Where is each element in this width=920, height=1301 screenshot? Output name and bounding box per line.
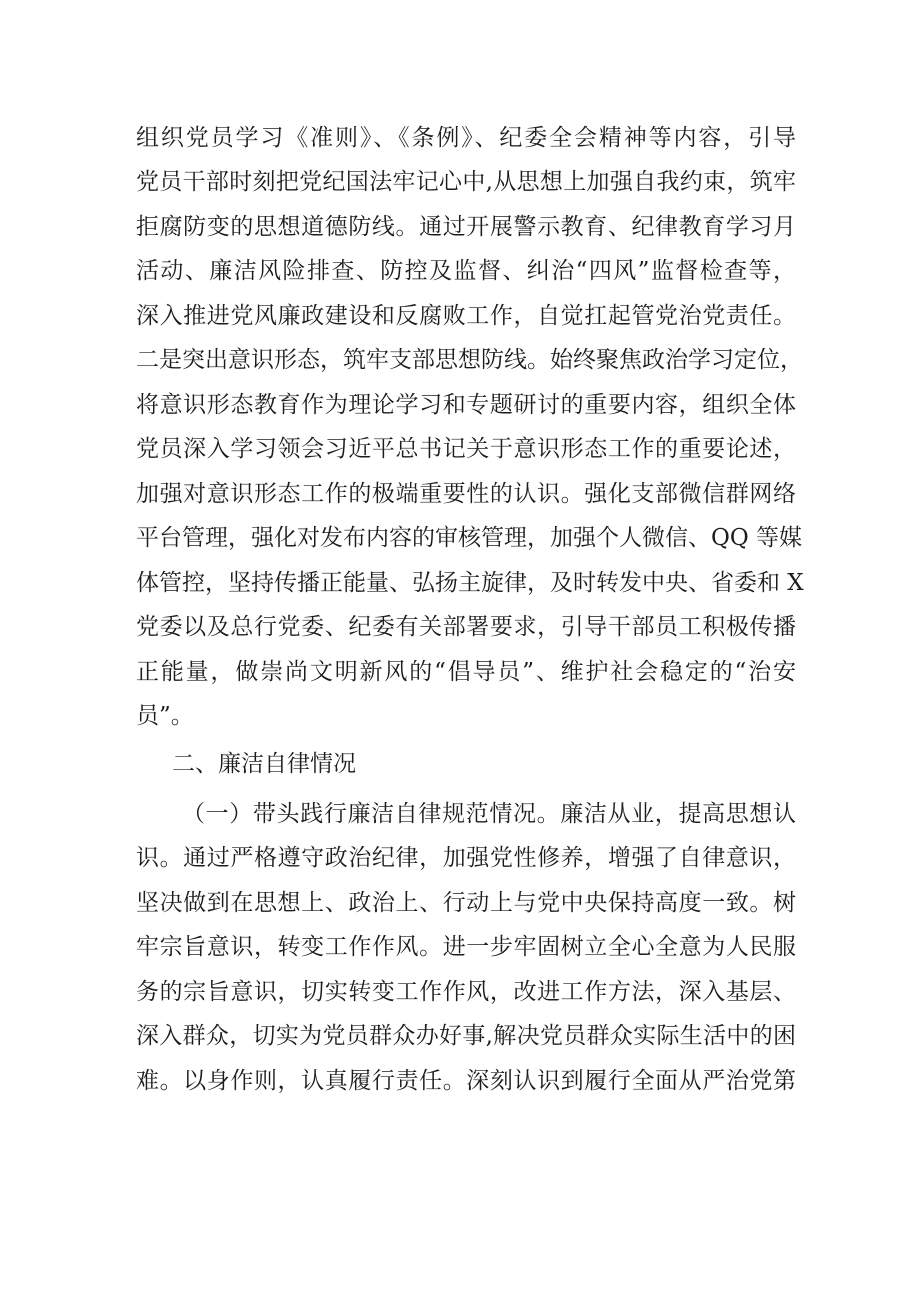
paragraph-line-5: 深入推进党风廉政建设和反腐败工作，自觉扛起管党治党责任。 (136, 303, 796, 329)
paragraph-line-20: 务的宗旨意识，切实转变工作作风，改进工作方法，深入基层、 (136, 979, 796, 1005)
paragraph-line-10: 平台管理，强化对发布内容的审核管理，加强个人微信、QQ 等媒 (136, 525, 803, 551)
paragraph-line-6: 二是突出意识形态，筑牢支部思想防线。始终聚焦政治学习定位， (136, 347, 803, 373)
paragraph-line-12: 党委以及总行党委、纪委有关部署要求，引导干部员工积极传播 (136, 614, 796, 640)
paragraph-line-14: 员”。 (136, 703, 194, 729)
paragraph-line-22: 难。以身作则，认真履行责任。深刻认识到履行全面从严治党第 (136, 1068, 796, 1094)
paragraph-line-2: 党员干部时刻把党纪国法牢记心中,从思想上加强自我约束，筑牢 (136, 169, 796, 195)
paragraph-line-8: 党员深入学习领会习近平总书记关于意识形态工作的重要论述， (136, 436, 796, 462)
paragraph-line-19: 牢宗旨意识，转变工作作风。进一步牢固树立全心全意为人民服 (136, 934, 796, 960)
section-heading: 二、廉洁自律情况 (172, 751, 356, 777)
paragraph-line-3: 拒腐防变的思想道德防线。通过开展警示教育、纪律教育学习月 (136, 214, 796, 240)
paragraph-line-18: 坚决做到在思想上、政治上、行动上与党中央保持高度一致。树 (136, 890, 796, 916)
paragraph-line-16: （一）带头践行廉洁自律规范情况。廉洁从业，提高思想认 (182, 801, 796, 827)
paragraph-line-21: 深入群众，切实为党员群众办好事,解决党员群众实际生活中的困 (136, 1023, 796, 1049)
paragraph-line-1: 组织党员学习《准则》、《条例》、纪委全会精神等内容，引导 (136, 125, 796, 151)
paragraph-line-17: 识。通过严格遵守政治纪律，加强党性修养，增强了自律意识， (136, 845, 796, 871)
paragraph-line-13: 正能量，做崇尚文明新风的“倡导员”、维护社会稳定的“治安 (136, 659, 796, 685)
paragraph-line-11: 体管控，坚持传播正能量、弘扬主旋律，及时转发中央、省委和 X (136, 570, 804, 596)
paragraph-line-7: 将意识形态教育作为理论学习和专题研讨的重要内容，组织全体 (136, 392, 796, 418)
paragraph-line-4: 活动、廉洁风险排查、防控及监督、纠治“四风”监督检查等， (136, 258, 796, 284)
paragraph-line-9: 加强对意识形态工作的极端重要性的认识。强化支部微信群网络 (136, 481, 796, 507)
